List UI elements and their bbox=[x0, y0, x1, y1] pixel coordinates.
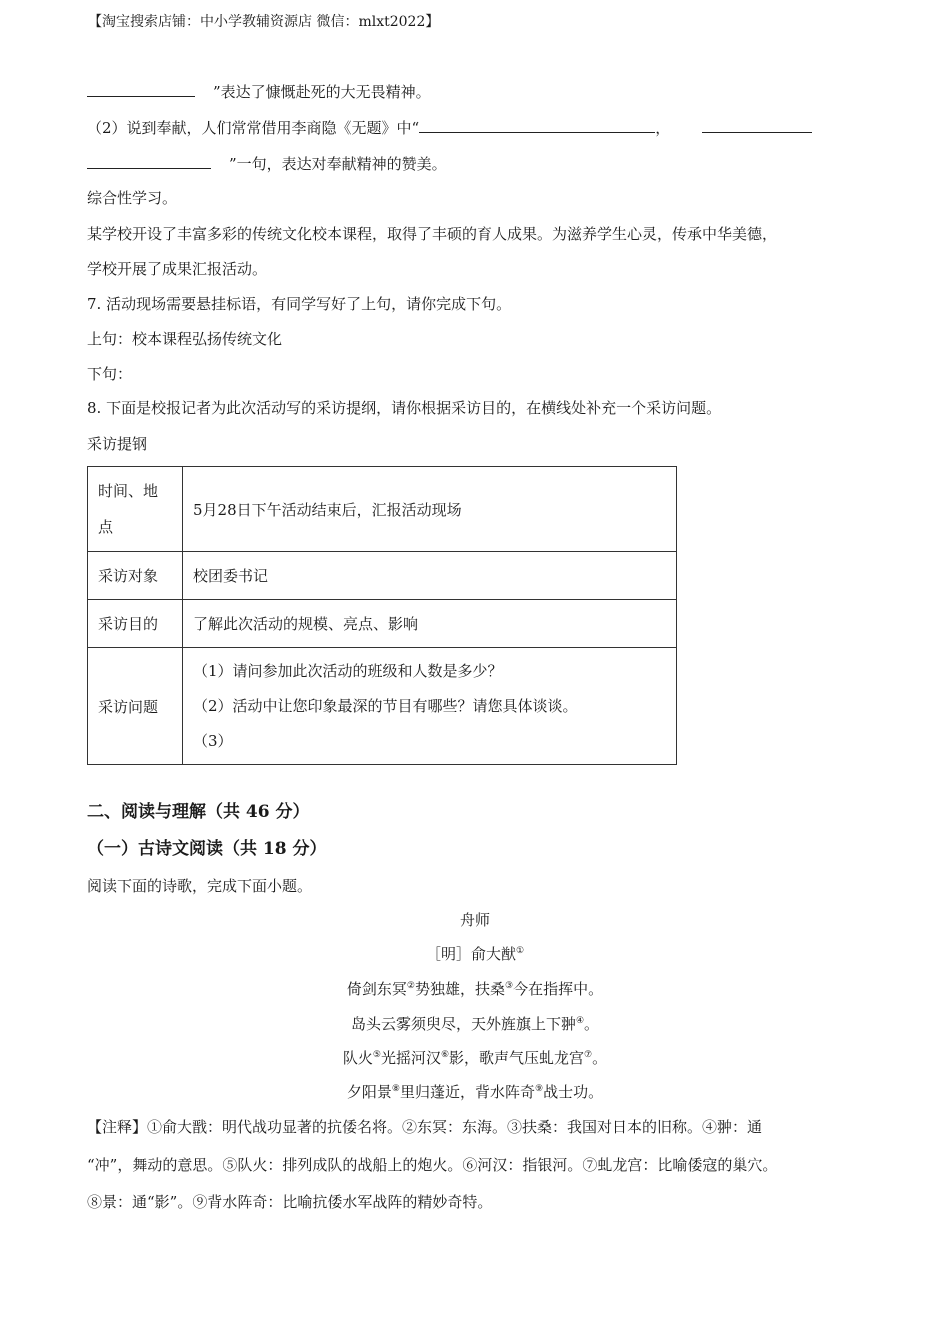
time-value-cell: 5月28日下午活动结束后，汇报活动现场 bbox=[183, 467, 677, 552]
footnote-marker: ③ bbox=[505, 981, 514, 991]
table-row bbox=[88, 648, 677, 765]
poem-text: 夕阳景 bbox=[346, 1083, 392, 1101]
q6-line1 bbox=[87, 80, 431, 102]
notes-line-1: 【注释】①俞大戬：明代战功显著的抗倭名将。②东冥：东海。③扶桑：我国对日本的旧称。④翀：通 bbox=[87, 1118, 763, 1136]
q6-line1-text: ”表达了慷慨赴死的大无畏精神。 bbox=[213, 83, 431, 101]
time-label-cell bbox=[88, 467, 183, 552]
poem-text: 势独雄，扶桑 bbox=[414, 980, 505, 998]
answer-blank[interactable] bbox=[87, 80, 195, 97]
footnote-marker: ① bbox=[515, 946, 525, 956]
table-row bbox=[88, 600, 677, 648]
q8-stem: 8. 下面是校报记者为此次活动写的采访提纲，请你根据采访目的，在横线处补充一个采访问题。 bbox=[87, 399, 722, 417]
questions-label-cell: 采访问题 bbox=[88, 648, 183, 765]
time-label-2: 点 bbox=[98, 518, 114, 536]
q6-line2 bbox=[87, 116, 812, 138]
poem-text: 今在指挥中。 bbox=[513, 980, 604, 998]
q7-upper: 上句：校本课程弘扬传统文化 bbox=[87, 330, 283, 348]
notes-line-2: “冲”，舞动的意思。⑤队火：排列成队的战船上的炮火。⑥河汉：指银河。⑦虬龙宫：比喻倭寇的巢穴。 bbox=[87, 1156, 778, 1174]
purpose-label-cell: 采访目的 bbox=[88, 600, 183, 648]
time-label-1: 时间、地 bbox=[98, 482, 159, 500]
section2-title: 二、阅读与理解（共 46 分） bbox=[87, 802, 310, 822]
footnote-marker: ⑦ bbox=[584, 1050, 593, 1060]
q6-line3 bbox=[87, 152, 447, 174]
comprehensive-title: 综合性学习。 bbox=[87, 189, 178, 207]
table-row bbox=[88, 467, 677, 552]
poem-text: 战士功。 bbox=[543, 1083, 604, 1101]
purpose-value-cell: 了解此次活动的规模、亮点、影响 bbox=[183, 600, 677, 648]
footnote-marker: ⑤ bbox=[372, 1050, 381, 1060]
target-label-cell: 采访对象 bbox=[88, 552, 183, 600]
answer-blank[interactable] bbox=[419, 116, 655, 133]
poem-line-1 bbox=[0, 979, 950, 999]
footnote-marker: ⑧ bbox=[391, 1084, 400, 1094]
question-3[interactable]: （3） bbox=[193, 731, 233, 750]
footnote-marker: ② bbox=[406, 981, 415, 991]
comprehensive-intro-2: 学校开展了成果汇报活动。 bbox=[87, 260, 268, 278]
q7-stem: 7. 活动现场需要悬挂标语，有同学写好了上句，请你完成下句。 bbox=[87, 295, 512, 313]
target-value-cell: 校团委书记 bbox=[183, 552, 677, 600]
footnote-marker: ⑥ bbox=[440, 1050, 450, 1060]
answer-blank[interactable] bbox=[702, 116, 812, 133]
q6-line3-text: ”一句，表达对奉献精神的赞美。 bbox=[229, 155, 447, 173]
poem-text: 光摇河汉 bbox=[380, 1049, 441, 1067]
poem-title: 舟师 bbox=[459, 911, 490, 929]
page-header: 【淘宝搜索店铺：中小学教辅资源店 微信：mlxt2022】 bbox=[88, 14, 440, 30]
poem-text: 倚剑东冥 bbox=[346, 980, 407, 998]
poem-text: 。 bbox=[584, 1015, 600, 1033]
poem-text: 队火 bbox=[342, 1049, 373, 1067]
notes-line-3: ⑧景：通“影”。⑨背水阵奇：比喻抗倭水军战阵的精妙奇特。 bbox=[87, 1193, 493, 1211]
interview-outline-table bbox=[87, 466, 677, 765]
outline-title: 采访提钢 bbox=[87, 435, 148, 453]
answer-blank[interactable] bbox=[87, 152, 211, 169]
footnote-marker: ④ bbox=[575, 1016, 585, 1026]
poem-author-text: ［明］俞大猷 bbox=[425, 945, 516, 963]
poem-line-2 bbox=[0, 1014, 950, 1034]
poem-line-4 bbox=[0, 1082, 950, 1102]
question-2: （2）活动中让您印象最深的节目有哪些？请您具体谈谈。 bbox=[193, 696, 578, 715]
question-1: （1）请问参加此次活动的班级和人数是多少？ bbox=[193, 661, 503, 680]
poem-text: 里归蓬近，背水阵奇 bbox=[399, 1083, 535, 1101]
poem-text: 影，歌声气压虬龙宫 bbox=[449, 1049, 585, 1067]
poem-line-3 bbox=[0, 1048, 950, 1068]
footnote-marker: ⑨ bbox=[535, 1084, 544, 1094]
q6-comma: ， bbox=[655, 119, 671, 137]
poem-text: 。 bbox=[592, 1049, 608, 1067]
section2-instruction: 阅读下面的诗歌，完成下面小题。 bbox=[87, 877, 313, 895]
poem-author bbox=[0, 944, 950, 964]
section2-sub1: （一）古诗文阅读（共 18 分） bbox=[87, 839, 327, 859]
q6-line2-text: （2）说到奉献，人们常常借用李商隐《无题》中“ bbox=[87, 119, 420, 137]
poem-text: 岛头云雾须臾尽，天外旌旗上下翀 bbox=[350, 1015, 576, 1033]
questions-value-cell bbox=[183, 648, 677, 765]
table-row bbox=[88, 552, 677, 600]
comprehensive-intro-1: 某学校开设了丰富多彩的传统文化校本课程，取得了丰硕的育人成果。为滋养学生心灵，传承中华美德， bbox=[87, 225, 778, 243]
q7-lower: 下句： bbox=[87, 365, 133, 383]
